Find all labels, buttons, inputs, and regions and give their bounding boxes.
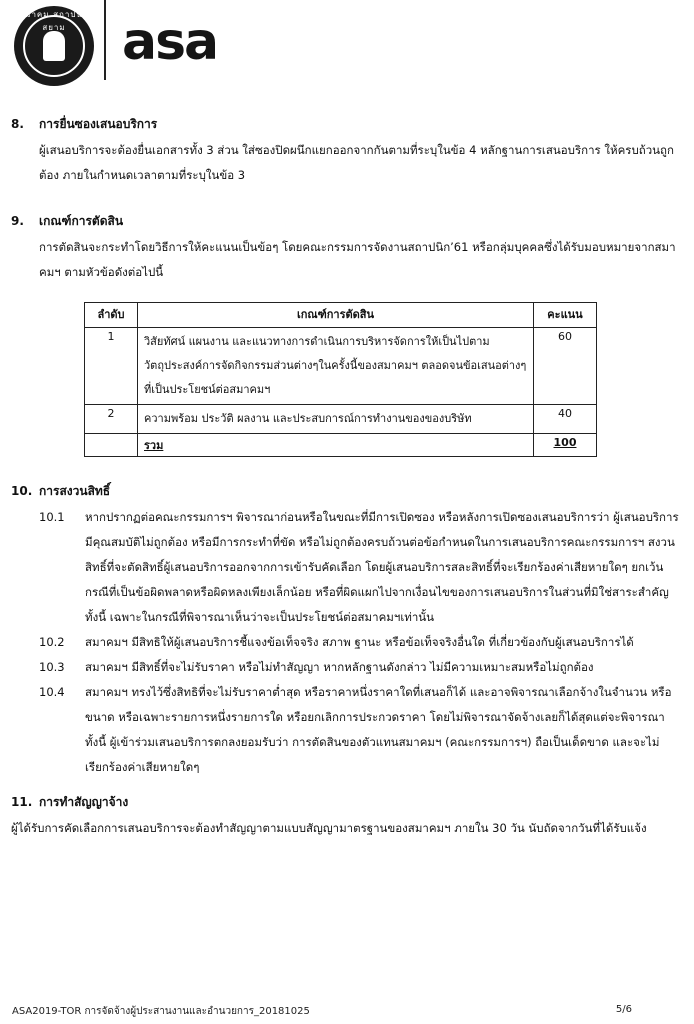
item-text: สมาคมฯ มีสิทธิ์ที่จะไม่รับราคา หรือไม่ทำสัญญา หากหลักฐานดังกล่าว ไม่มีความเหมาะสมหรือไม่ถูกต้อง: [85, 660, 594, 674]
section-10-number: 10.: [11, 484, 33, 498]
list-item: [39, 630, 681, 655]
section-8-heading: การยื่นซองเสนอบริการ: [39, 117, 158, 131]
row-criteria: วิสัยทัศน์ แผนงาน และแนวทางการดำเนินการบริหารจัดการให้เป็นไปตามวัตถุประสงค์การจัดกิจกรรมส่วนต่างๆในครั้งนี้ของสมาคมฯ ตลอดจนข้อเสนอต่างๆที่เป็นประโยชน์ต่อสมาคมฯ: [138, 328, 534, 405]
section-11-title: [11, 793, 681, 812]
header-score: คะแนน: [534, 303, 597, 328]
section-8: [11, 115, 681, 188]
section-10-heading: การสงวนสิทธิ์: [39, 484, 111, 498]
criteria-table: [84, 302, 597, 457]
row-score: 60: [534, 328, 597, 405]
section-9-title: [11, 212, 681, 231]
section-9-body: การตัดสินจะกระทำโดยวิธีการให้คะแนนเป็นข้อๆ โดยคณะกรรมการจัดงานสถาปนิก’61 หรือกลุ่มบุคคลซึ่งได้รับมอบหมายจากสมาคมฯ ตามหัวข้อดังต่อไปนี้: [39, 240, 676, 279]
section-11-number: 11.: [11, 795, 33, 809]
item-text: สมาคมฯ ทรงไว้ซึ่งสิทธิที่จะไม่รับราคาต่ำสุด หรือราคาหนึ่งราคาใดที่เสนอก็ได้ และอาจพิจารณาเลือกจ้างในจำนวน หรือขนาด หรือเฉพาะรายการหนึ่งรายการใด หรือยกเลิกการประกวดราคา โดยไม่พิจารณาจัดจ้างเลยก็ได้สุดแต่จะพิจารณา ทั้งนี้ ผู้เข้าร่วมเสนอบริการตกลงยอมรับว่า การตัดสินของตัวแทนสมาคมฯ (คณะกรรมการฯ) ถือเป็นเด็ดขาด และจะไม่เรียกร้องค่าเสียหายใดๆ: [85, 685, 672, 774]
list-item: [39, 680, 681, 780]
page-number: 5/6: [615, 1004, 632, 1015]
item-number: 10.2: [39, 635, 65, 649]
document-reference: ASA2019-TOR การจัดจ้างผู้ประสานงานและอำนวยการ_20181025: [12, 1006, 310, 1017]
page-header: [0, 0, 694, 90]
asa-seal-logo: [14, 6, 94, 86]
section-9-number: 9.: [11, 214, 24, 228]
table-total-row: [85, 434, 597, 457]
item-number: 10.1: [39, 510, 65, 524]
seal-emblem-icon: [43, 31, 65, 61]
section-11-body: ผู้ได้รับการคัดเลือกการเสนอบริการจะต้องทำสัญญาตามแบบสัญญามาตรฐานของสมาคมฯ ภายใน 30 วัน นับถัดจากวันที่ได้รับแจ้ง: [11, 821, 647, 835]
item-text: สมาคมฯ มีสิทธิให้ผู้เสนอบริการชี้แจงข้อเท็จจริง สภาพ ฐานะ หรือข้อเท็จจริงอื่นใด ที่เกี่ยวข้องกับผู้เสนอบริการได้: [85, 635, 634, 649]
item-text: หากปรากฏต่อคณะกรรมการฯ พิจารณาก่อนหรือในขณะที่มีการเปิดซอง หรือหลังการเปิดซองเสนอบริการว่า ผู้เสนอบริการมีคุณสมบัติไม่ถูกต้อง หรือมีการกระทำที่ขัด หรือไม่ถูกต้องครบถ้วนต่อข้อกำหนดในการเสนอบริการคณะกรรมการฯ สงวนสิทธิ์ที่จะตัดสิทธิ์ผู้เสนอบริการออกจากการเข้ารับคัดเลือก โดยผู้เสนอบริการสละสิทธิ์ที่จะเรียกร้องค่าเสียหายใดๆ ยกเว้น กรณีที่เป็นข้อผิดพลาดหรือผิดหลงเพียงเล็กน้อย หรือที่ผิดแผกไปจากเงื่อนไขของการเสนอบริการในส่วนที่มิใช่สาระสำคัญ ทั้งนี้ เฉพาะในกรณีที่พิจารณาเห็นว่าจะเป็นประโยชน์ต่อสมาคมฯเท่านั้น: [85, 510, 679, 624]
header-order: ลำดับ: [85, 303, 138, 328]
row-score: 40: [534, 405, 597, 434]
header-criteria: เกณฑ์การตัดสิน: [138, 303, 534, 328]
item-number: 10.4: [39, 685, 65, 699]
row-order: 2: [85, 405, 138, 434]
section-9: [11, 212, 681, 285]
asa-wordmark-logo: asa: [122, 12, 218, 72]
section-8-title: [11, 115, 681, 134]
table-row: [85, 405, 597, 434]
section-8-number: 8.: [11, 117, 24, 131]
total-empty-cell: [85, 434, 138, 457]
item-number: 10.3: [39, 660, 65, 674]
table-row: [85, 328, 597, 405]
page-footer: [12, 1004, 682, 1019]
section-8-body: ผู้เสนอบริการจะต้องยื่นเอกสารทั้ง 3 ส่วน ใส่ซองปิดผนึกแยกออกจากกันตามที่ระบุในข้อ 4 หลักฐานการเสนอบริการ ให้ครบถ้วนถูกต้อง ภายในกำหนดเวลาตามที่ระบุในข้อ 3: [39, 143, 674, 182]
section-11: [11, 793, 681, 841]
total-score: 100: [534, 434, 597, 457]
section-9-heading: เกณฑ์การตัดสิน: [39, 214, 124, 228]
row-order: 1: [85, 328, 138, 405]
section-11-heading: การทำสัญญาจ้าง: [39, 795, 129, 809]
seal-text: สมาคม สถาปนิก สยาม: [19, 10, 89, 32]
total-label: รวม: [138, 434, 534, 457]
list-item: [39, 655, 681, 680]
list-item: [39, 505, 681, 630]
criteria-table-header-row: [85, 303, 597, 328]
row-criteria: ความพร้อม ประวัติ ผลงาน และประสบการณ์การทำงานของของบริษัท: [138, 405, 534, 434]
section-10-title: [11, 482, 681, 501]
header-divider: [104, 0, 106, 80]
section-10: [11, 482, 681, 780]
